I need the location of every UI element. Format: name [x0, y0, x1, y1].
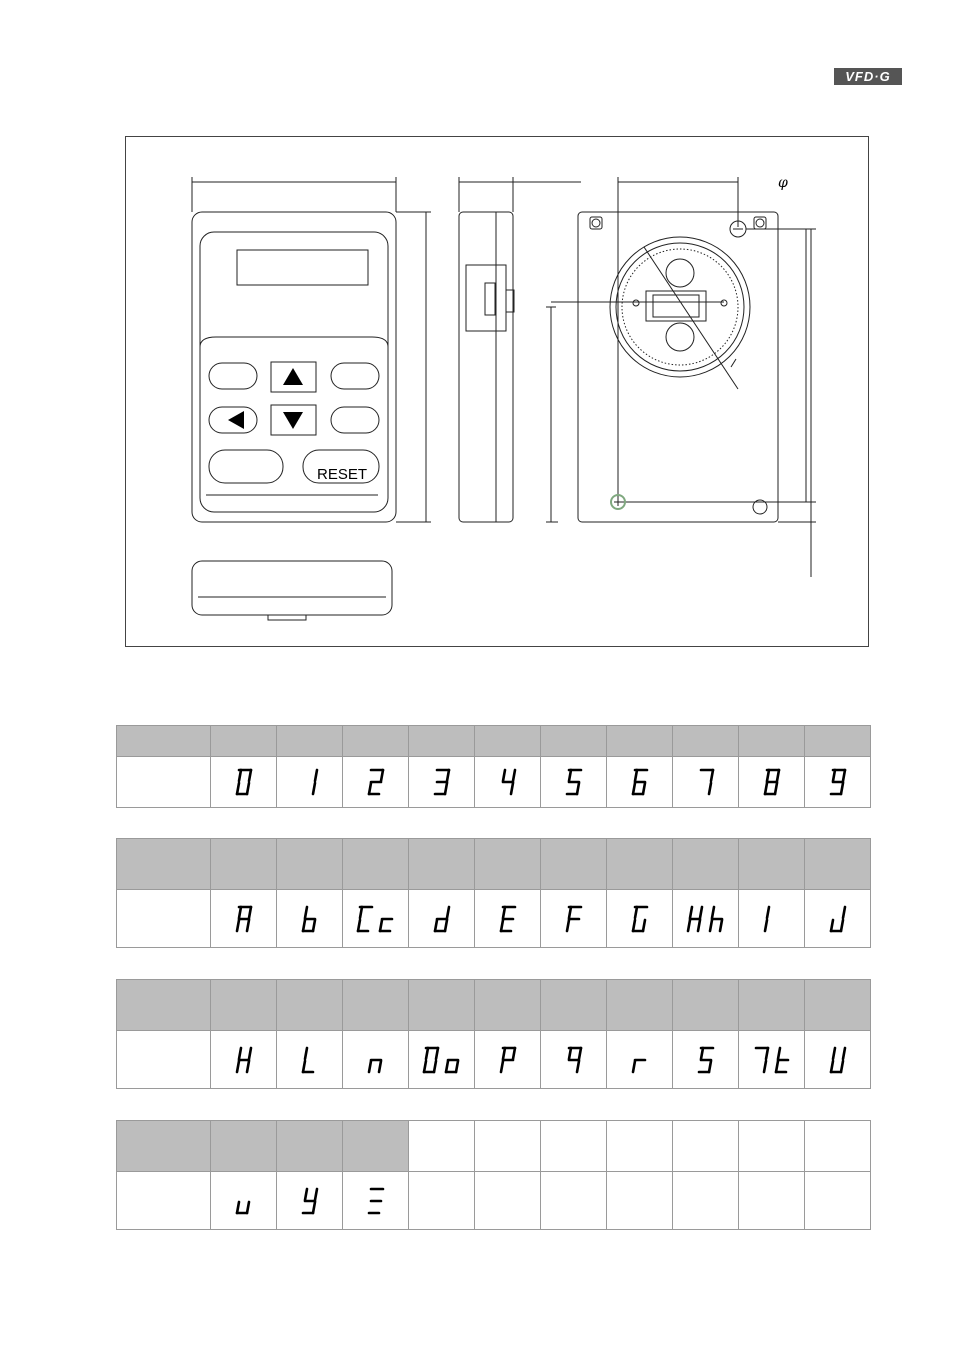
segment-c — [841, 783, 843, 794]
char-glyph-L — [277, 1045, 342, 1075]
seven-segment-glyph — [498, 767, 518, 797]
segment-f — [239, 1048, 241, 1059]
segment-c — [698, 920, 700, 931]
segment-c — [764, 1061, 766, 1072]
seven-segment-glyph — [751, 1045, 771, 1075]
segment-b — [843, 907, 845, 918]
reset-key-label: RESET — [317, 466, 368, 483]
char-glyph-7 — [673, 767, 738, 797]
seven-segment-glyph — [300, 904, 320, 934]
segment-b — [513, 770, 515, 781]
char-cell — [607, 1172, 673, 1230]
segment-e — [237, 783, 239, 794]
segment-c — [841, 1061, 843, 1072]
char-glyph-5 — [541, 767, 606, 797]
char-cell — [607, 890, 673, 948]
char-cell — [211, 757, 277, 808]
key-right-mid — [331, 407, 379, 433]
phi-symbol: φ — [778, 175, 788, 191]
segment-e — [446, 1061, 448, 1072]
segment-e — [831, 920, 833, 931]
segment-e — [688, 920, 690, 931]
segment-e — [633, 920, 635, 931]
segment-f — [305, 907, 307, 918]
seven-segment-glyph — [828, 767, 848, 797]
seven-segment-glyph — [366, 1045, 386, 1075]
char-cell — [541, 890, 607, 948]
segment-b — [315, 770, 317, 781]
segment-f — [690, 907, 692, 918]
char-glyph-n — [343, 1045, 408, 1075]
char-cell — [211, 1172, 277, 1230]
char-glyph-2 — [343, 767, 408, 797]
segment-c — [247, 1202, 249, 1213]
char-cell — [409, 757, 475, 808]
seven-segment-glyph — [696, 1045, 716, 1075]
char-glyph-9 — [805, 767, 870, 797]
seven-segment-glyph — [696, 767, 716, 797]
segment-c — [247, 783, 249, 794]
seven-segment-glyph — [630, 904, 650, 934]
seven-segment-glyph — [498, 1045, 518, 1075]
segment-c — [445, 783, 447, 794]
segment-b — [249, 1048, 251, 1059]
left-arrow-icon — [228, 411, 244, 429]
seven-segment-glyph — [630, 1045, 650, 1075]
segment-c — [456, 1061, 458, 1072]
up-arrow-icon — [283, 368, 303, 385]
lcd-window — [237, 250, 368, 285]
segment-b — [447, 907, 449, 918]
char-glyph-S — [673, 1045, 738, 1075]
char-glyph-A — [211, 904, 276, 934]
bottom-view-body — [192, 561, 392, 615]
segment-b — [711, 770, 713, 781]
char-glyph-K — [211, 1045, 276, 1075]
char-glyph-Cc — [343, 904, 408, 934]
segment-e — [501, 1061, 503, 1072]
seven-segment-glyph — [828, 1045, 848, 1075]
char-cell — [541, 1172, 607, 1230]
char-cell — [739, 890, 805, 948]
char-table-digits — [116, 725, 871, 808]
char-glyph-Oo — [409, 1045, 474, 1075]
seven-segment-glyph — [234, 1186, 254, 1216]
segment-f — [767, 907, 769, 918]
char-cell — [409, 890, 475, 948]
char-cell — [739, 1031, 805, 1089]
segment-b — [381, 770, 383, 781]
key-left-top — [209, 363, 257, 389]
char-cell — [607, 1031, 673, 1089]
segment-f — [239, 770, 241, 781]
char-glyph-P — [475, 1045, 540, 1075]
char-cell — [805, 1031, 871, 1089]
char-glyph-Y — [277, 1186, 342, 1216]
char-cell — [805, 1172, 871, 1230]
segment-b — [766, 1048, 768, 1059]
seven-segment-glyph — [234, 1045, 254, 1075]
segment-f — [503, 907, 505, 918]
segment-e — [237, 1202, 239, 1213]
char-glyph-E — [475, 904, 540, 934]
seven-segment-glyph — [828, 904, 848, 934]
segment-c — [841, 920, 843, 931]
segment-e — [776, 1061, 778, 1072]
segment-f — [569, 770, 571, 781]
char-cell — [673, 1172, 739, 1230]
segment-f — [569, 907, 571, 918]
char-cell — [739, 1172, 805, 1230]
char-glyph-6 — [607, 767, 672, 797]
drawing-canvas — [126, 137, 870, 648]
segment-e — [424, 1061, 426, 1072]
segment-f — [360, 907, 362, 918]
seven-segment-glyph — [300, 1186, 320, 1216]
seven-segment-glyph — [564, 904, 584, 934]
segment-f — [305, 1048, 307, 1059]
segment-b — [436, 1048, 438, 1059]
segment-f — [239, 907, 241, 918]
segment-e — [303, 920, 305, 931]
segment-b — [447, 770, 449, 781]
segment-f — [712, 907, 714, 918]
char-glyph-Z — [343, 1186, 408, 1216]
seven-segment-glyph — [300, 767, 320, 797]
segment-c — [247, 1061, 249, 1072]
seven-segment-glyph — [707, 904, 727, 934]
segment-c — [577, 783, 579, 794]
segment-f — [833, 770, 835, 781]
side-connector — [466, 265, 506, 331]
char-glyph-Tt — [739, 1045, 804, 1075]
segment-e — [380, 920, 382, 931]
char-glyph-v — [211, 1186, 276, 1216]
key-right-top — [331, 363, 379, 389]
segment-c — [379, 1061, 381, 1072]
segment-b — [579, 1048, 581, 1059]
char-cell — [211, 890, 277, 948]
char-cell — [409, 1031, 475, 1089]
side-view-body — [459, 212, 513, 522]
segment-f — [503, 1048, 505, 1059]
char-cell — [277, 1031, 343, 1089]
seven-segment-glyph — [300, 1045, 320, 1075]
segment-b — [843, 1048, 845, 1059]
segment-f — [635, 907, 637, 918]
char-cell — [541, 757, 607, 808]
segment-c — [775, 783, 777, 794]
keypad-dimension-drawing — [125, 136, 869, 647]
rear-circular-connector — [610, 237, 750, 377]
segment-f — [503, 770, 505, 781]
seven-segment-glyph — [432, 904, 452, 934]
char-cell — [805, 757, 871, 808]
char-cell — [277, 757, 343, 808]
char-cell — [475, 1031, 541, 1089]
char-cell — [277, 1172, 343, 1230]
down-arrow-icon — [283, 412, 303, 429]
segment-e — [765, 783, 767, 794]
seven-segment-glyph — [234, 767, 254, 797]
char-cell — [475, 757, 541, 808]
char-cell — [475, 1172, 541, 1230]
segment-b — [513, 1048, 515, 1059]
segment-c — [313, 1202, 315, 1213]
seven-segment-glyph — [432, 767, 452, 797]
segment-f — [778, 1048, 780, 1059]
char-table-letters-k-u — [116, 979, 871, 1089]
segment-c — [247, 920, 249, 931]
char-glyph-I — [739, 904, 804, 934]
segment-b — [843, 770, 845, 781]
seven-segment-glyph — [498, 904, 518, 934]
segment-e — [435, 920, 437, 931]
char-glyph-b — [277, 904, 342, 934]
char-glyph-J — [805, 904, 870, 934]
segment-f — [569, 1048, 571, 1059]
segment-f — [833, 1048, 835, 1059]
segment-e — [501, 920, 503, 931]
seven-segment-glyph — [366, 1186, 386, 1216]
char-cell — [211, 1031, 277, 1089]
char-cell — [673, 1031, 739, 1089]
seven-segment-glyph — [443, 1045, 463, 1075]
segment-e — [633, 1061, 635, 1072]
segment-c — [434, 1061, 436, 1072]
segment-c — [313, 783, 315, 794]
char-cell — [343, 1172, 409, 1230]
char-glyph-d — [409, 904, 474, 934]
seven-segment-glyph — [366, 767, 386, 797]
segment-c — [577, 1061, 579, 1072]
segment-e — [567, 920, 569, 931]
segment-c — [643, 920, 645, 931]
segment-b — [315, 1189, 317, 1200]
char-cell — [343, 757, 409, 808]
segment-e — [358, 920, 360, 931]
char-cell — [409, 1172, 475, 1230]
segment-b — [700, 907, 702, 918]
segment-b — [249, 770, 251, 781]
brand-logo: VFD·G — [834, 68, 902, 85]
char-glyph-q — [541, 1045, 606, 1075]
seven-segment-glyph — [377, 904, 397, 934]
segment-e — [237, 1061, 239, 1072]
char-glyph-4 — [475, 767, 540, 797]
seven-segment-glyph — [773, 1045, 793, 1075]
segment-f — [305, 1189, 307, 1200]
seven-segment-glyph — [234, 904, 254, 934]
char-cell — [739, 757, 805, 808]
segment-e — [369, 783, 371, 794]
char-glyph-Hh — [673, 904, 738, 934]
char-cell — [277, 890, 343, 948]
char-cell — [475, 890, 541, 948]
segment-c — [709, 783, 711, 794]
segment-e — [237, 920, 239, 931]
segment-c — [445, 920, 447, 931]
char-cell — [343, 890, 409, 948]
rear-view-body — [578, 212, 778, 522]
seven-segment-glyph — [685, 904, 705, 934]
segment-b — [249, 907, 251, 918]
segment-f — [426, 1048, 428, 1059]
char-glyph-0 — [211, 767, 276, 797]
seven-segment-glyph — [421, 1045, 441, 1075]
segment-f — [701, 1048, 703, 1059]
segment-e — [831, 1061, 833, 1072]
char-glyph-1 — [277, 767, 342, 797]
segment-e — [303, 1061, 305, 1072]
segment-e — [710, 920, 712, 931]
seven-segment-glyph — [355, 904, 375, 934]
char-table-letters-a-j — [116, 838, 871, 948]
segment-e — [765, 920, 767, 931]
char-glyph-U — [805, 1045, 870, 1075]
seven-segment-glyph — [762, 767, 782, 797]
char-glyph-F — [541, 904, 606, 934]
char-glyph-8 — [739, 767, 804, 797]
segment-c — [511, 783, 513, 794]
seven-segment-glyph — [564, 1045, 584, 1075]
segment-f — [767, 770, 769, 781]
segment-c — [643, 783, 645, 794]
char-glyph-3 — [409, 767, 474, 797]
segment-f — [635, 770, 637, 781]
char-cell — [673, 757, 739, 808]
char-glyph-r — [607, 1045, 672, 1075]
char-table-letters-v-z — [116, 1120, 871, 1230]
char-cell — [343, 1031, 409, 1089]
char-cell — [673, 890, 739, 948]
seven-segment-glyph — [630, 767, 650, 797]
char-cell — [541, 1031, 607, 1089]
segment-c — [720, 920, 722, 931]
char-cell — [607, 757, 673, 808]
segment-b — [777, 770, 779, 781]
char-glyph-G — [607, 904, 672, 934]
seven-segment-glyph — [762, 904, 782, 934]
segment-c — [313, 920, 315, 931]
segment-e — [369, 1061, 371, 1072]
segment-e — [633, 783, 635, 794]
segment-c — [709, 1061, 711, 1072]
key-bottom-left — [209, 450, 283, 483]
seven-segment-glyph — [564, 767, 584, 797]
char-cell — [805, 890, 871, 948]
